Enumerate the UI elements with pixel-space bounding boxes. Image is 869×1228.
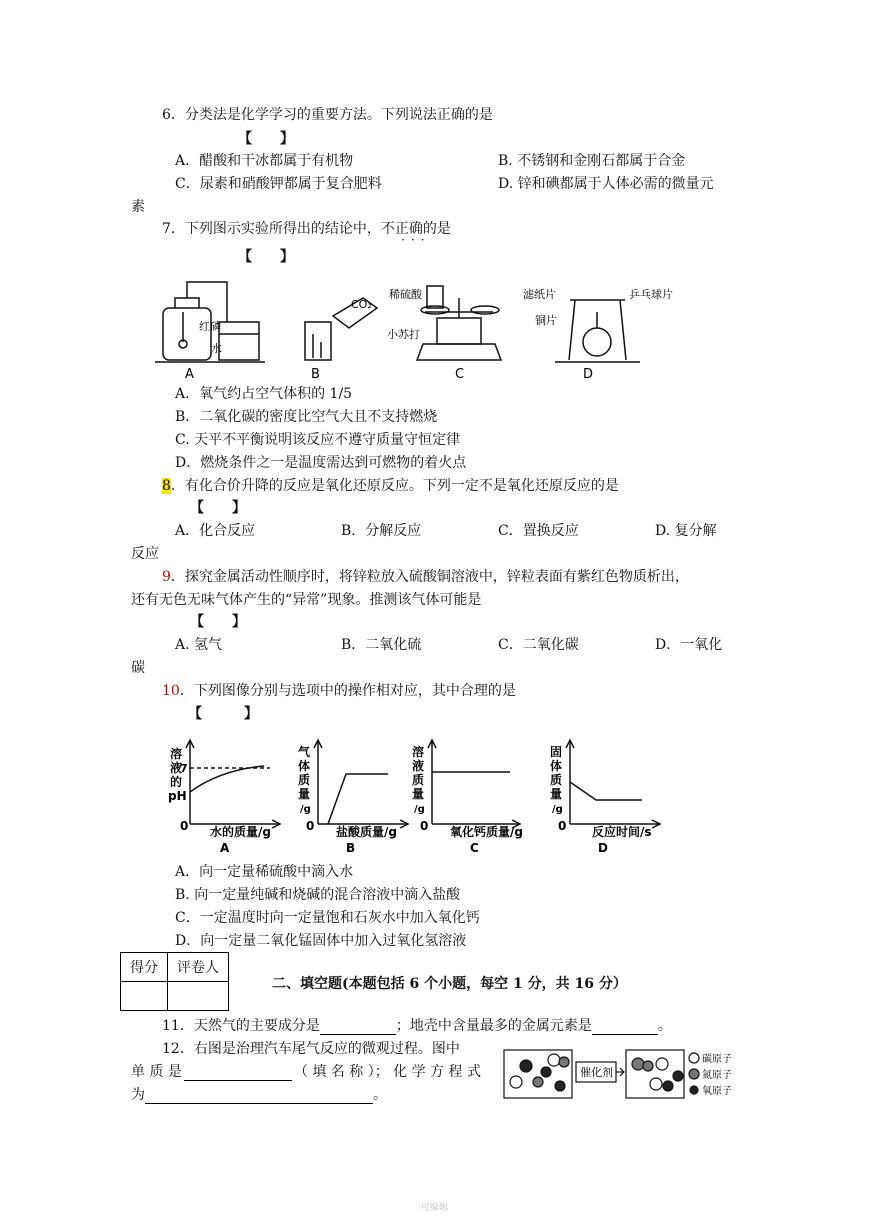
graph-b-ylabel-1: 气 <box>298 745 311 759</box>
legend-nitrogen-icon <box>689 1069 699 1079</box>
q8-number: 8 <box>162 478 171 494</box>
score-header: 得分 <box>121 953 168 982</box>
q10-number: 10 <box>162 683 180 699</box>
graph-c-unit: /g <box>414 804 425 815</box>
q9-stem1: ．探究金属活动性顺序时，将锌粒放入硫酸铜溶液中，锌粒表面有紫红色物质析出， <box>170 569 689 585</box>
q12-line2a: 单 质 是 <box>131 1064 182 1080</box>
q12-line3a: 为 <box>131 1087 145 1103</box>
q10-option-d: D．向一定量二氧化锰固体中加入过氧化氢溶液 <box>175 933 467 949</box>
q6-stem: 6．分类法是化学学习的重要方法。下列说法正确的是 <box>162 107 493 123</box>
q9-bracket: 【 】 <box>190 614 246 630</box>
reviewer-cell[interactable] <box>168 982 229 1011</box>
q12-line2b: （ 填 名 称 ）； 化 学 方 程 式 <box>293 1064 481 1080</box>
section-2-title: 二、填空题(本题包括 6 个小题，每空 1 分，共 16 分） <box>272 976 627 992</box>
graph-a-origin: 0 <box>180 819 189 833</box>
graph-b-ylabel-2: 体 <box>298 759 311 773</box>
q10-option-a: A．向一定量稀硫酸中滴入水 <box>175 864 354 880</box>
graph-d-label: D <box>598 841 608 855</box>
graph-a-tick-7: 7 <box>180 762 188 775</box>
q7-option-b: B．二氧化碳的密度比空气大且不支持燃烧 <box>175 409 438 425</box>
q10-stem-line <box>162 682 516 700</box>
q9-option-b: B．二氧化硫 <box>341 637 422 653</box>
q12-line3 <box>131 1086 387 1104</box>
q11-part1: 11．天然气的主要成分是 <box>162 1018 320 1034</box>
graph-a-label: A <box>220 841 230 855</box>
graph-a-ylabel-1: 溶 <box>170 747 183 761</box>
legend-oxygen-icon <box>690 1086 698 1094</box>
q8-stem-line <box>162 477 619 495</box>
q11-blank-1[interactable] <box>320 1020 396 1035</box>
q8-option-d: D. 复分解 <box>655 523 717 539</box>
graph-b-origin: 0 <box>306 819 315 833</box>
q6-option-c: C．尿素和硝酸钾都属于复合肥料 <box>175 176 382 192</box>
graph-a-ylabel-2: 液 <box>170 761 183 775</box>
label-dilute-acid: 稀硫酸 <box>389 288 422 301</box>
legend-carbon-icon <box>689 1053 699 1063</box>
q12-blank-1[interactable] <box>184 1066 292 1081</box>
graph-c-ylabel-4: 量 <box>412 787 425 801</box>
q9-stem2: 还有无色无味气体产生的“异常”现象。推测该气体可能是 <box>131 592 482 608</box>
graph-d-ylabel-4: 量 <box>550 787 563 801</box>
q8-stem: ．有化合价升降的反应是氧化还原反应。下列一定不是氧化还原反应的是 <box>170 478 619 494</box>
q8-option-c: C．置换反应 <box>498 523 579 539</box>
fig-label-a: A <box>185 367 194 382</box>
emphasis-dots: ··· <box>401 233 431 247</box>
label-baking-soda: 小苏打 <box>387 328 420 341</box>
q12-line1: 12．右图是治理汽车尾气反应的微观过程。图中 <box>162 1041 460 1057</box>
graph-a-ylabel-4: pH <box>168 789 187 803</box>
label-co2: CO₂ <box>351 298 372 311</box>
catalyst-label: 催化剂 <box>580 1066 613 1079</box>
legend-carbon: 碳原子 <box>702 1054 732 1065</box>
score-cell[interactable] <box>121 982 168 1011</box>
graph-a-ylabel-3: 的 <box>170 775 183 789</box>
graph-b-label: B <box>346 841 356 855</box>
q11-part2: ；地壳中含量最多的金属元素是 <box>395 1018 592 1034</box>
graph-d-ylabel-2: 体 <box>550 759 563 773</box>
q6-option-d: D. 锌和碘都属于人体必需的微量元 <box>498 176 714 192</box>
q11-blank-2[interactable] <box>592 1020 658 1035</box>
graph-c-origin: 0 <box>420 819 429 833</box>
score-table <box>120 952 229 1011</box>
q12-blank-2[interactable] <box>145 1089 373 1104</box>
q7-experiment-figure <box>155 272 675 384</box>
graph-d-unit: /g <box>552 804 563 815</box>
graph-d-ylabel-1: 固 <box>550 745 563 759</box>
q11-line <box>162 1017 672 1035</box>
fig-label-c: C <box>455 367 465 382</box>
q9-option-a: A. 氢气 <box>175 637 223 653</box>
q8-option-b: B．分解反应 <box>341 523 422 539</box>
q9-option-d-cont: 碳 <box>131 660 145 676</box>
graph-d-origin: 0 <box>558 819 567 833</box>
q9-number: 9 <box>162 569 171 585</box>
footer-watermark: 可编辑 <box>420 1203 448 1213</box>
q7-option-a: A．氧气约占空气体积的 1/5 <box>175 386 353 402</box>
q10-option-c: C．一定温度时向一定量饱和石灰水中加入氧化钙 <box>175 910 480 926</box>
q6-option-b: B. 不锈钢和金刚石都属于合金 <box>498 153 686 169</box>
q11-part3: 。 <box>657 1018 672 1034</box>
label-filter-paper: 滤纸片 <box>523 288 556 301</box>
q12-line3b: 。 <box>373 1087 387 1103</box>
q7-stem: 7．下列图示实验所得出的结论中，不正确的是 <box>162 221 451 237</box>
graph-c-xlabel: 氧化钙质量/g <box>450 825 523 839</box>
q12-reaction-figure <box>502 1046 774 1102</box>
reviewer-header: 评卷人 <box>168 953 229 982</box>
q8-option-d-cont: 反应 <box>131 546 159 562</box>
fig-label-b: B <box>311 367 320 382</box>
q8-option-a: A．化合反应 <box>175 523 256 539</box>
q10-stem: ．下列图像分别与选项中的操作相对应，其中合理的是 <box>179 683 516 699</box>
label-copper: 铜片 <box>535 314 557 327</box>
graph-c-ylabel-3: 质 <box>412 773 425 787</box>
legend-oxygen: 氧原子 <box>702 1086 732 1097</box>
q7-bracket: 【 】 <box>238 249 294 265</box>
q7-option-d: D．燃烧条件之一是温度需达到可燃物的着火点 <box>175 455 467 471</box>
graph-d-ylabel-3: 质 <box>550 773 563 787</box>
q10-graphs <box>160 738 680 858</box>
q7-option-c: C. 天平不平衡说明该反应不遵守质量守恒定律 <box>175 432 461 448</box>
graph-b-ylabel-4: 量 <box>298 787 311 801</box>
legend-nitrogen: 氮原子 <box>702 1070 732 1081</box>
q6-option-d-cont: 素 <box>131 199 145 215</box>
q12-line2 <box>131 1063 481 1081</box>
graph-c-label: C <box>470 841 479 855</box>
graph-b-xlabel: 盐酸质量/g <box>336 825 397 839</box>
q6-option-a: A．醋酸和干冰都属于有机物 <box>175 153 354 169</box>
q9-stem-line1 <box>162 568 689 586</box>
label-red-phosphorus: 红磷 <box>199 320 221 333</box>
q10-option-b: B. 向一定量纯碱和烧碱的混合溶液中滴入盐酸 <box>175 887 461 903</box>
graph-a-xlabel: 水的质量/g <box>210 825 271 839</box>
graph-b-unit: /g <box>300 804 311 815</box>
q9-option-d: D．一氧化 <box>655 637 723 653</box>
label-water: 水 <box>211 342 222 355</box>
q9-option-c: C．二氧化碳 <box>498 637 579 653</box>
graph-d-xlabel: 反应时间/s <box>592 825 652 839</box>
q8-bracket: 【 】 <box>190 500 246 516</box>
q6-bracket: 【 】 <box>238 131 294 147</box>
q10-bracket: 【 】 <box>188 706 258 722</box>
label-pingpong: 乒乓球片 <box>629 288 673 301</box>
graph-b-ylabel-3: 质 <box>298 773 311 787</box>
graph-c-ylabel-1: 溶 <box>412 745 425 759</box>
graph-c-ylabel-2: 液 <box>412 759 425 773</box>
fig-label-d: D <box>583 367 594 382</box>
